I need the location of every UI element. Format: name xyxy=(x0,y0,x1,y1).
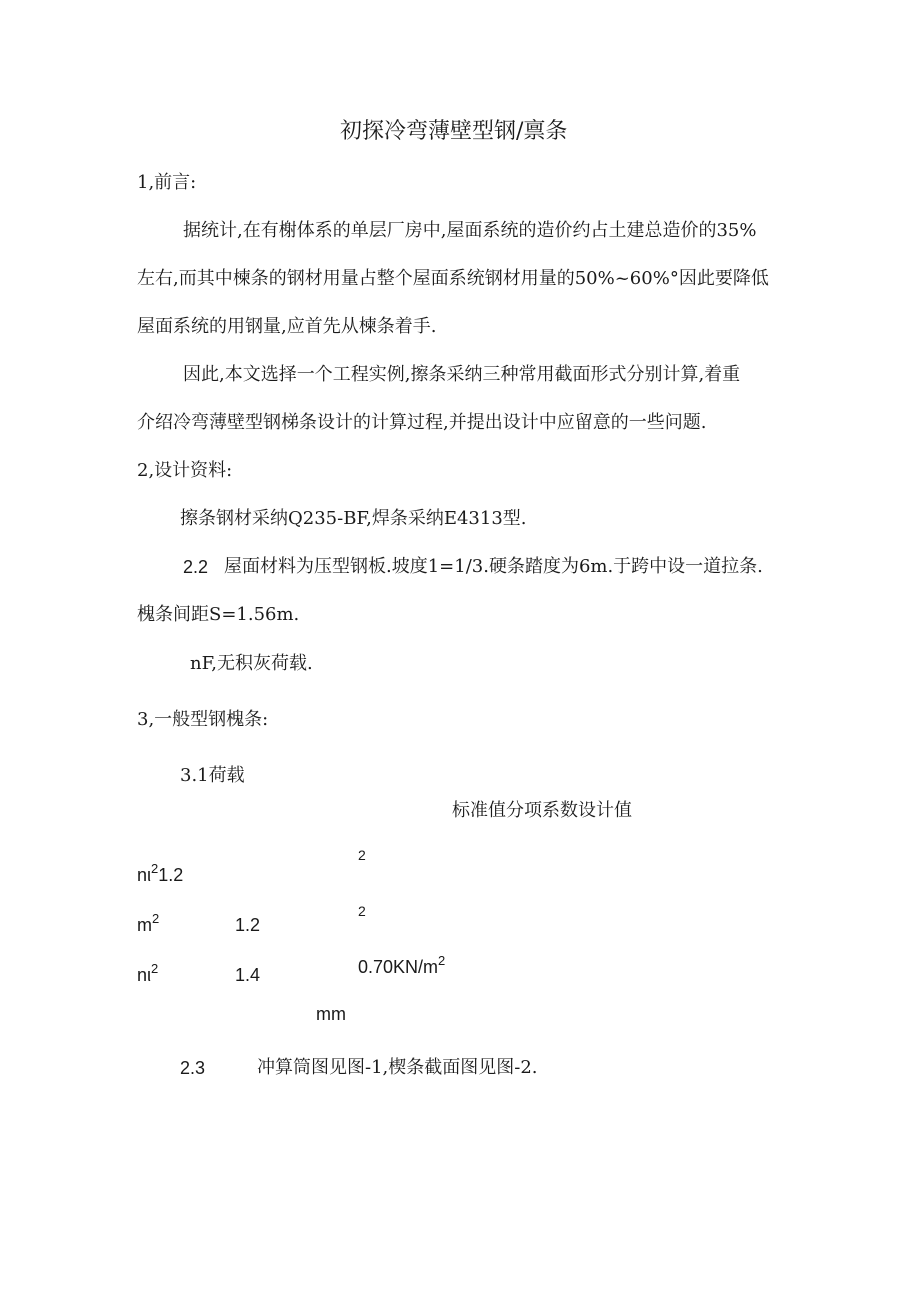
section-2-heading: 2,设计资料: xyxy=(137,460,233,481)
row-1-label: $n\iota^21.2$ xyxy=(137,861,184,885)
item-2-2-line-1: 屋面材料为压型钢板.坡度1=1/3.硬条踏度为6m.于跨中设一道拉条. xyxy=(224,556,763,577)
item-2-2-number: 2.2 xyxy=(183,557,209,577)
paragraph-2-line-1: 因此,本文选择一个工程实例,擦条采纳三种常用截面形式分别计算,着重 xyxy=(183,364,741,385)
load-note: nF,无积灰荷载. xyxy=(190,653,313,674)
row-3-label: $n\iota^2$ xyxy=(137,961,159,985)
paragraph-1-line-3: 屋面系统的用钢量,应首先从楝条着手. xyxy=(137,316,437,337)
row-2-factor: 1.2 xyxy=(235,915,261,935)
row-1-superscript: 2 xyxy=(358,847,366,863)
paragraph-1-line-2: 左右,而其中楝条的钢材用量占整个屋面系统钢材用量的50%~60%°因此要降低 xyxy=(137,268,769,289)
item-2-3-number: 2.3 xyxy=(180,1058,206,1078)
row-3-factor: 1.4 xyxy=(235,965,261,985)
row-3-value: $0.70KN/m^2$ xyxy=(358,953,446,977)
page-title: 初探冷弯薄壁型钢/禀条 xyxy=(340,119,568,144)
design-material-line: 擦条钢材采纳Q235-BF,焊条采纳E4313型. xyxy=(180,508,527,529)
item-2-2-line-2: 槐条间距S=1.56m. xyxy=(137,604,300,625)
paragraph-1-line-1: 据统计,在有榭体系的单层厂房中,屋面系统的造价约占土建总造价的35% xyxy=(183,220,757,241)
item-2-3-text: 冲算筒图见图-1,楔条截面图见图-2. xyxy=(257,1057,538,1078)
paragraph-2-line-2: 介绍冷弯薄壁型钢梯条设计的计算过程,并提出设计中应留意的一些问题. xyxy=(137,412,707,433)
row-2-label: $m^2$ xyxy=(137,911,160,935)
section-1-heading: 1,前言: xyxy=(137,172,197,193)
subsection-3-1: 3.1荷载 xyxy=(180,765,245,786)
section-3-heading: 3,一般型钢槐条: xyxy=(137,709,269,730)
load-table-header: 标准值分项系数设计值 xyxy=(452,800,632,821)
row-2-superscript: 2 xyxy=(358,903,366,919)
row-4-unit: mm xyxy=(316,1004,346,1024)
